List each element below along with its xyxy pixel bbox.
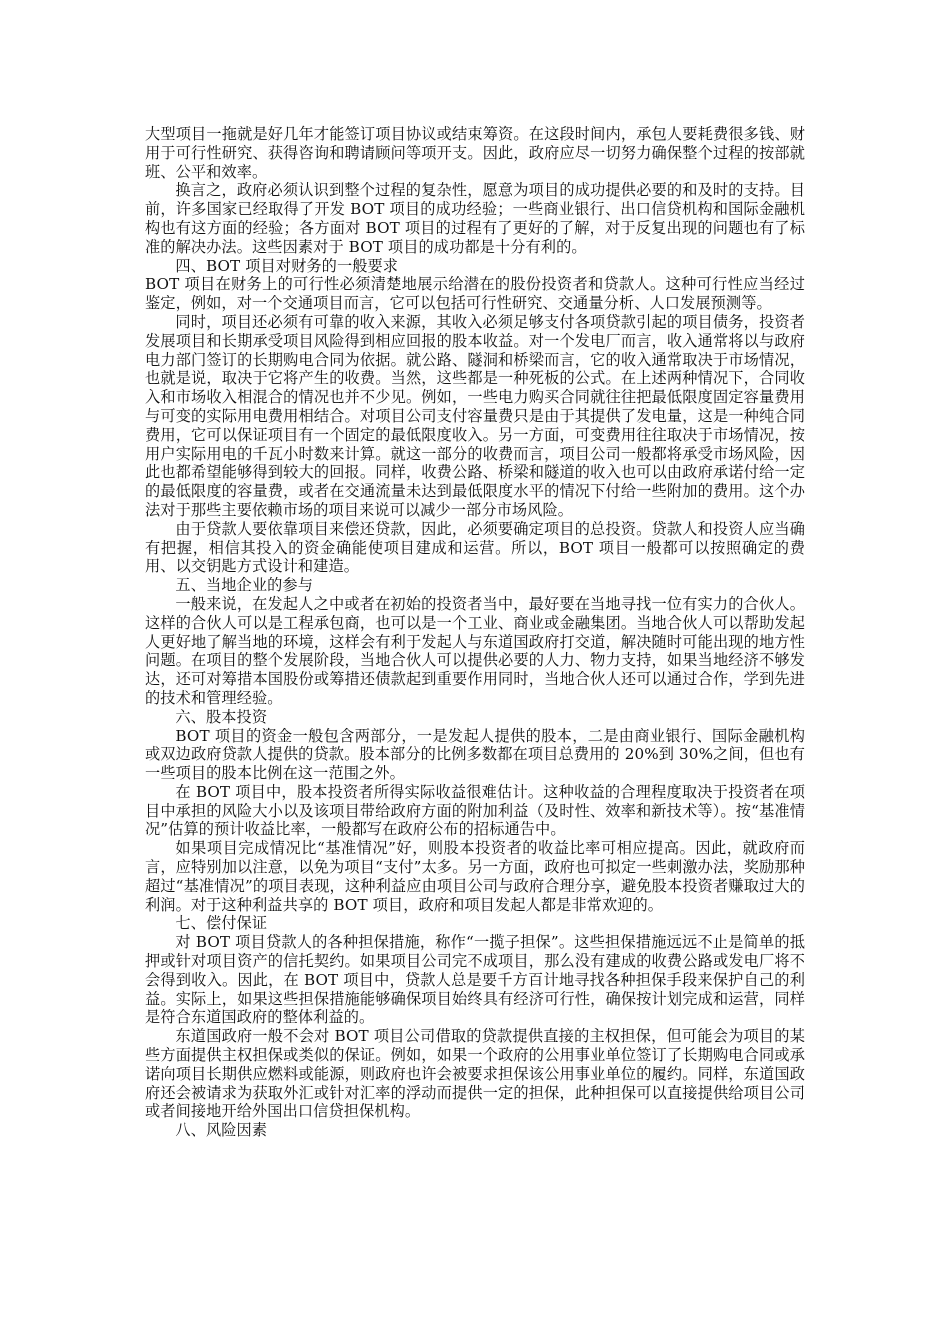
paragraph-continuation: 大型项目一拖就是好几年才能签订项目协议或结束筹资。在这段时间内，承包人要耗费很多钱、财用于可行性研究、获得咨询和聘请顾问等项开支。因此，政府应尽一切努力确保整个过程的按部就班、公平和效率。: [145, 125, 805, 181]
paragraph: 换言之，政府必须认识到整个过程的复杂性，愿意为项目的成功提供必要的和及时的支持。目前，许多国家已经取得了开发 BOT 项目的成功经验；一些商业银行、出口信贷机构和国际金融机构也有这方面的经验；各方面对 BOT 项目的过程有了更好的了解，对于反复出现的问题也有了标准的解决办法。这些因素对于 BOT 项目的成功都是十分有利的。: [145, 181, 805, 256]
section-heading: 五、当地企业的参与: [175, 576, 313, 595]
paragraph: 在 BOT 项目中，股本投资者所得实际收益很难估计。这种收益的合理程度取决于投资者在项目中承担的风险大小以及该项目带给政府方面的附加利益（及时性、效率和新技术等）。按“基准情况”估算的预计收益比率，一般都写在政府公布的招标通告中。: [145, 782, 805, 839]
section-heading: 六、股本投资: [175, 707, 268, 726]
paragraph: 一般来说，在发起人之中或者在初始的投资者当中，最好要在当地寻找一位有实力的合伙人。这样的合伙人可以是工程承包商，也可以是一个工业、商业或金融集团。当地合伙人可以帮助发起人更好地了解当地的环境，这样会有利于发起人与东道国政府打交道，解决随时可能出现的地方性问题。在项目的整个发展阶段，当地合伙人可以提供必要的人力、物力支持，如果当地经济不够发达，还可对筹措本国股份或筹措还债款起到重要作用同时，当地合伙人还可以通过合作，学到先进的技术和管理经验。: [145, 594, 805, 707]
paragraph: 如果项目完成情况比“基准情况”好，则股本投资者的收益比率可相应提高。因此，就政府而言，应特别加以注意，以免为项目“支付”太多。另一方面，政府也可拟定一些刺激办法，奖励那种超过“基准情况”的项目表现，这种利益应由项目公司与政府合理分享，避免股本投资者赚取过大的利润。对于这种利益共享的 BOT 项目，政府和项目发起人都是非常欢迎的。: [145, 839, 805, 914]
document-body: [145, 125, 805, 1140]
paragraph: 由于贷款人要依靠项目来偿还贷款，因此，必须要确定项目的总投资。贷款人和投资人应当确有把握，相信其投入的资金确能使项目建成和运营。所以，BOT 项目一般都可以按照确定的费用、以交钥匙方式设计和建造。: [145, 519, 805, 576]
paragraph: 同时，项目还必须有可靠的收入来源，其收入必须足够支付各项贷款引起的项目债务，投资者发展项目和长期承受项目风险得到相应回报的股本收益。对一个发电厂而言，收入通常将以与政府电力部门签订的长期购电合同为依据。就公路、隧洞和桥梁而言，它的收入通常取决于市场情况，也就是说，取决于它将产生的收费。当然，这些都是一种死板的公式。在上述两种情况下，合同收入和市场收入相混合的情况也并不少见。例如，一些电力购买合同就往往把最低限度固定容量费用与可变的实际用电费用相结合。对项目公司支付容量费只是由于其提供了发电量，这是一种纯合同费用，它可以保证项目有一个固定的最低限度收入。另一方面，可变费用往往取决于市场情况，按用户实际用电的千瓦小时数来计算。就这一部分的收费而言，项目公司一般都将承受市场风险，因此也都希望能够得到较大的回报。同样，收费公路、桥梁和隧道的收入也可以由政府承诺付给一定的最低限度的容量费，或者在交通流量未达到最低限度水平的情况下付给一些附加的费用。这个办法对于那些主要依赖市场的项目来说可以减少一部分市场风险。: [145, 312, 805, 519]
paragraph: BOT 项目的资金一般包含两部分，一是发起人提供的股本，二是由商业银行、国际金融机构或双边政府贷款人提供的贷款。股本部分的比例多数都在项目总费用的 20%到 30%之间，但也有一些项目的股本比例在这一范围之外。: [145, 726, 805, 783]
paragraph: BOT 项目在财务上的可行性必须清楚地展示给潜在的股份投资者和贷款人。这种可行性应当经过鉴定，例如，对一个交通项目而言，它可以包括可行性研究、交通量分析、人口发展预测等。: [145, 275, 805, 313]
paragraph: 对 BOT 项目贷款人的各种担保措施，称作“一揽子担保”。这些担保措施远远不止是简单的抵押或针对项目资产的信托契约。如果项目公司完不成项目，那么没有建成的收费公路或发电厂将不会得到收入。因此，在 BOT 项目中，贷款人总是要千方百计地寻找各种担保手段来保护自己的利益。实际上，如果这些担保措施能够确保项目始终具有经济可行性，确保按计划完成和运营，同样是符合东道国政府的整体利益的。: [145, 933, 805, 1027]
section-heading: 八、风险因素: [175, 1121, 268, 1140]
paragraph: 东道国政府一般不会对 BOT 项目公司借取的贷款提供直接的主权担保，但可能会为项目的某些方面提供主权担保或类似的保证。例如，如果一个政府的公用事业单位签订了长期购电合同或承诺向项目长期供应燃料或能源，则政府也许会被要求担保该公用事业单位的履约。同样，东道国政府还会被请求为获取外汇或针对汇率的浮动而提供一定的担保，此种担保可以直接提供给项目公司或者间接地开给外国出口信贷担保机构。: [145, 1027, 805, 1121]
section-heading: 七、偿付保证: [175, 914, 268, 933]
section-heading: 四、BOT 项目对财务的一般要求: [175, 256, 399, 275]
